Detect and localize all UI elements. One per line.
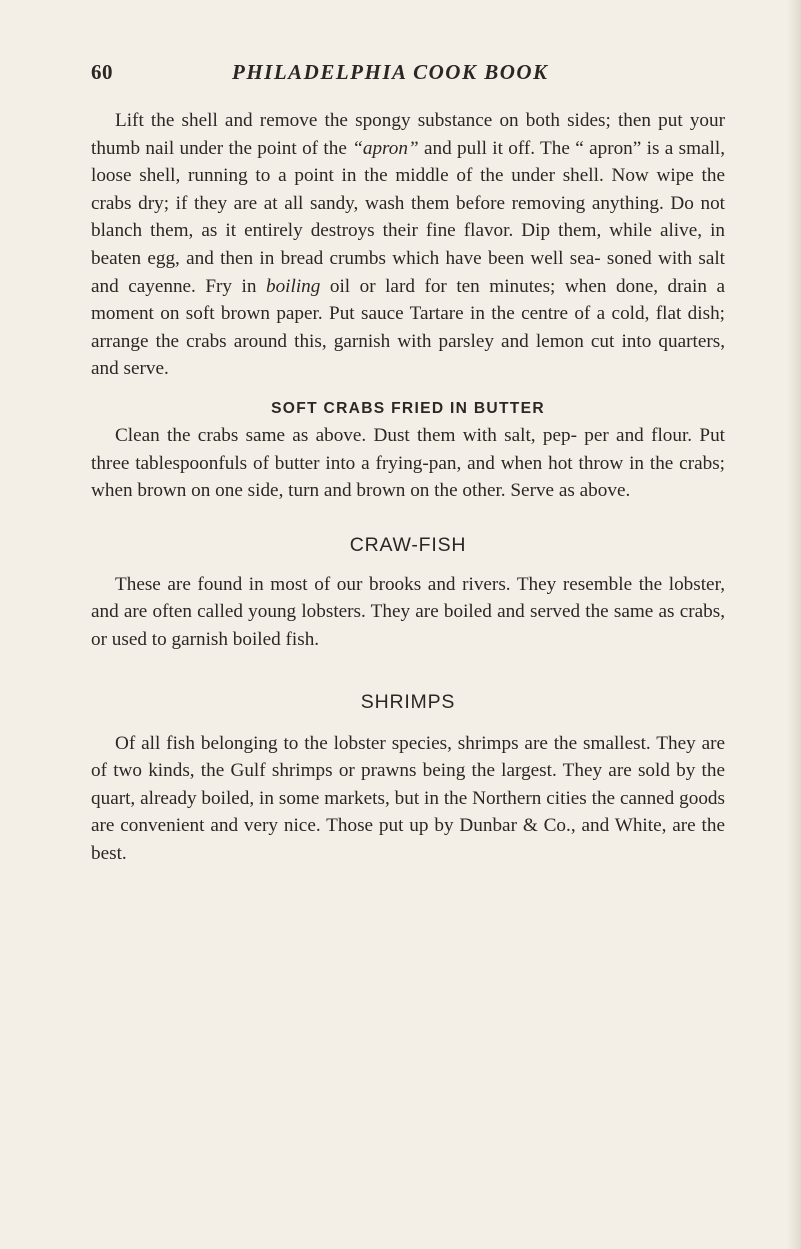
shrimps-paragraph: Of all fish belonging to the lobster species, shrimps are the smallest. They are of two kinds, the Gulf shrimps or prawns being the largest. They are sold by the quart, already boiled, in some markets, but in the Northern cities the canned goods are convenient and very nice. Those put up by Dunbar & Co., and White, are the best.	[91, 732, 725, 864]
running-title: PHILADELPHIA COOK BOOK	[232, 60, 549, 84]
page-body	[91, 107, 725, 867]
boiling-italic-term: boiling	[265, 275, 321, 297]
craw-fish-heading: CRAW-FISH	[349, 533, 467, 556]
shrimps-heading: SHRIMPS	[360, 690, 456, 713]
soft-crabs-paragraph: Clean the crabs same as above. Dust them with salt, pep- per and flour. Put three tablespoonfuls of butter into a frying-pan, and when hot throw in the crabs; when brown on one side, turn and brown on the other. Serve as above.	[91, 424, 725, 502]
page-edge-shadow	[787, 0, 801, 1249]
crab-preparation-paragraph	[91, 107, 725, 383]
paragraph-text: and pull it off. The “ apron” is a small, loose shell, running to a point in the middle of the under shell. Now wipe the crabs dry; if they are at all sandy, wash them before removing anything. Do not blanch them, as it entirely destroys their fine flavor. Dip them, while alive, in beaten egg, and then in bread crumbs which have been well sea- soned with salt and cayenne. Fry in	[91, 137, 725, 297]
craw-fish-paragraph: These are found in most of our brooks and rivers. They resemble the lobster, and are often called young lobsters. They are boiled and served the same as crabs, or used to garnish boiled fish.	[91, 573, 725, 650]
page-number: 60	[91, 60, 113, 84]
apron-italic-term: “apron”	[352, 137, 419, 159]
paragraph-text: Lift the shell and remove the spongy substance on both sides; then put your thumb nail under the point of the	[91, 110, 725, 159]
soft-crabs-heading: SOFT CRABS FRIED IN BUTTER	[271, 399, 545, 417]
paragraph-text: oil or lard for ten minutes; when done, drain a moment on soft brown paper. Put sauce Tartare in the centre of a cold, flat dish; arrange the crabs around this, garnish with parsley and lemon cut into quarters, and serve.	[91, 275, 725, 380]
page-header	[91, 60, 721, 90]
